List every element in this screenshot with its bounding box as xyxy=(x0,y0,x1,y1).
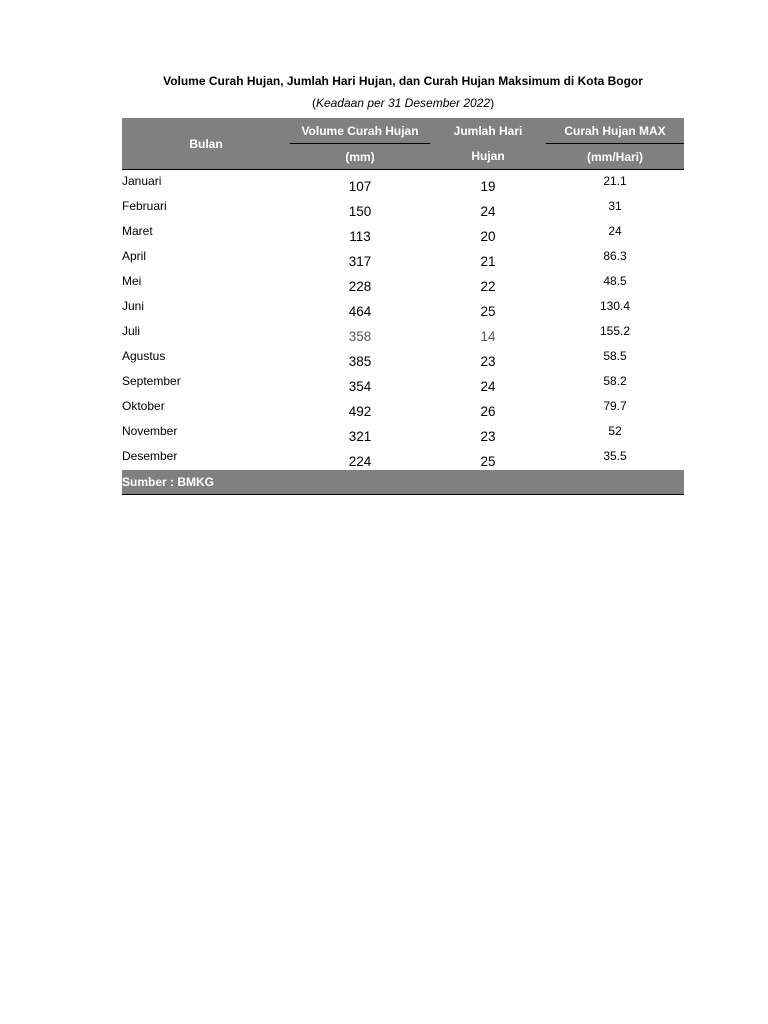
cell-hari: 23 xyxy=(480,429,496,444)
table-row xyxy=(122,395,684,420)
table-subtitle xyxy=(122,92,684,114)
cell-volume: 224 xyxy=(348,454,372,469)
cell-hari: 24 xyxy=(480,379,496,394)
cell-max: 21.1 xyxy=(603,174,627,188)
cell-volume: 228 xyxy=(348,279,372,294)
cell-volume: 464 xyxy=(348,304,372,319)
cell-volume: 492 xyxy=(348,404,372,419)
cell-max: 24 xyxy=(608,224,622,238)
cell-bulan: Desember xyxy=(122,449,178,463)
cell-bulan: Februari xyxy=(122,199,167,213)
cell-hari: 23 xyxy=(480,354,496,369)
table-row xyxy=(122,270,684,295)
table-row xyxy=(122,420,684,445)
cell-bulan: Maret xyxy=(122,224,153,238)
cell-bulan: Januari xyxy=(122,174,162,188)
cell-max: 58.5 xyxy=(603,349,627,363)
cell-volume: 150 xyxy=(348,204,372,219)
header-bulan: Bulan xyxy=(122,118,290,170)
rainfall-table xyxy=(122,118,684,495)
table-title: Volume Curah Hujan, Jumlah Hari Hujan, dan Curah Hujan Maksimum di Kota Bogor xyxy=(163,74,643,88)
cell-max: 58.2 xyxy=(603,374,627,388)
cell-max: 130.4 xyxy=(599,299,631,313)
cell-hari: 25 xyxy=(480,304,496,319)
cell-hari: 14 xyxy=(480,329,496,344)
header-max-unit: (mm/Hari) xyxy=(546,144,684,170)
subtitle-date: Keadaan per 31 Desember 2022 xyxy=(315,96,491,110)
cell-hari: 21 xyxy=(480,254,496,269)
cell-hari: 20 xyxy=(480,229,496,244)
cell-max: 79.7 xyxy=(603,399,627,413)
cell-max: 155.2 xyxy=(599,324,631,338)
cell-volume: 113 xyxy=(349,229,371,244)
header-hari-unit: Hujan xyxy=(430,144,546,170)
cell-max: 35.5 xyxy=(603,449,627,463)
cell-hari: 26 xyxy=(480,404,496,419)
header-volume: Volume Curah Hujan xyxy=(290,118,430,144)
cell-bulan: April xyxy=(122,249,147,263)
cell-bulan: Oktober xyxy=(122,399,165,413)
table-header xyxy=(122,118,684,170)
cell-max: 31 xyxy=(608,199,622,213)
subtitle-open-paren: ( xyxy=(311,96,316,110)
cell-volume: 385 xyxy=(348,354,372,369)
table-row xyxy=(122,220,684,245)
cell-bulan: Agustus xyxy=(122,349,166,363)
cell-volume: 358 xyxy=(348,329,372,344)
cell-bulan: November xyxy=(122,424,178,438)
cell-volume: 107 xyxy=(348,179,372,194)
cell-hari: 24 xyxy=(480,204,496,219)
cell-max: 52 xyxy=(608,424,622,438)
cell-max: 48.5 xyxy=(603,274,627,288)
table-row xyxy=(122,370,684,395)
table-row xyxy=(122,195,684,220)
header-max: Curah Hujan MAX xyxy=(546,118,684,144)
header-volume-unit: (mm) xyxy=(290,144,430,170)
document xyxy=(122,70,684,495)
cell-max: 86.3 xyxy=(603,249,627,263)
cell-volume: 321 xyxy=(348,429,372,444)
source-note: Sumber : BMKG xyxy=(122,470,684,495)
table-row xyxy=(122,345,684,370)
table-row xyxy=(122,170,684,196)
header-hari: Jumlah Hari xyxy=(430,118,546,144)
cell-volume: 317 xyxy=(348,254,372,269)
table-row xyxy=(122,295,684,320)
table-footer xyxy=(122,470,684,495)
cell-bulan: Juni xyxy=(122,299,145,313)
cell-bulan: Mei xyxy=(122,274,142,288)
cell-volume: 354 xyxy=(348,379,372,394)
cell-hari: 19 xyxy=(480,179,496,194)
subtitle-close-paren: ) xyxy=(490,96,495,110)
cell-bulan: Juli xyxy=(122,324,141,338)
cell-hari: 22 xyxy=(480,279,496,294)
table-row xyxy=(122,320,684,345)
table-row xyxy=(122,445,684,470)
table-body xyxy=(122,170,684,471)
cell-bulan: September xyxy=(122,374,181,388)
cell-hari: 25 xyxy=(480,454,496,469)
table-row xyxy=(122,245,684,270)
